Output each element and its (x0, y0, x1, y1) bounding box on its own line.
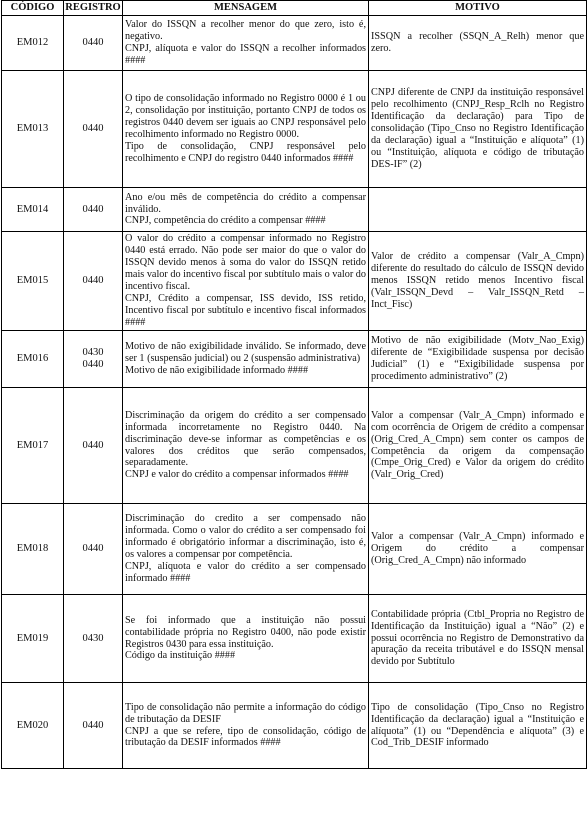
register-number: 0440 (82, 203, 104, 215)
table-row (2, 388, 587, 504)
error-code: EM012 (2, 16, 64, 71)
message-paragraph: Código da instituição #### (125, 650, 236, 662)
message-cell (123, 595, 369, 683)
reason-text: Valor a compensar (Valr_A_Cmpn) informado e com ocorrência de Origem de crédito a compensar (Orig_Cred_A_Cmpn) sem conter os campos de Competência da origem da compensação (Cmpe_Orig_Cred) e Valor da origem do crédito (Valr_Orig_Cred) (371, 409, 584, 481)
error-codes-table (1, 0, 587, 769)
message-paragraph: CNPJ, competência do crédito a compensar #### (125, 215, 326, 227)
reason-cell (369, 71, 587, 188)
table-row (2, 504, 587, 595)
table-row (2, 232, 587, 331)
error-code: EM014 (2, 188, 64, 232)
reason-text: Valor a compensar (Valr_A_Cmpn) informado e Origem do crédito a compensar (Orig_Cred_A_Cmpn) não informado (371, 531, 584, 566)
message-cell (123, 188, 369, 232)
reason-cell (369, 683, 587, 769)
reason-cell (369, 504, 587, 595)
register-number: 0440 (82, 37, 104, 49)
register-cell (64, 232, 123, 331)
header-message: MENSAGEM (123, 1, 369, 16)
error-code: EM015 (2, 232, 64, 331)
register-number: 0440 (82, 275, 104, 287)
message-cell (123, 504, 369, 595)
register-cell (64, 71, 123, 188)
register-cell (64, 16, 123, 71)
message-cell (123, 232, 369, 331)
register-cell (64, 188, 123, 232)
table-row (2, 188, 587, 232)
register-number: 0440 (82, 719, 104, 731)
message-paragraph: O valor do crédito a compensar informado no Registro 0440 está errado. Não pode ser maior do que o valor do ISSQN devido menos à soma do valor do ISSQN retido mais valor do incentivo fiscal por subtítulo mais o valor do incentivo fiscal. (125, 233, 366, 292)
message-paragraph: Motivo de não exigibilidade informado #### (125, 364, 309, 376)
register-cell (64, 504, 123, 595)
reason-cell (369, 388, 587, 504)
header-reason: MOTIVO (369, 1, 587, 16)
message-paragraph: Ano e/ou mês de competência do crédito a compensar inválido. (125, 191, 366, 215)
message-paragraph: CNPJ, alíquota e valor do crédito a ser compensado informado #### (125, 560, 366, 584)
table-row (2, 683, 587, 769)
table-row (2, 71, 587, 188)
message-paragraph: CNPJ e valor do crédito a compensar informados #### (125, 469, 349, 481)
reason-cell (369, 331, 587, 388)
header-register: REGISTRO (64, 1, 123, 16)
register-cell (64, 331, 123, 388)
reason-text: CNPJ diferente de CNPJ da instituição responsável pelo recolhimento (CNPJ_Resp_Rclh no Registro Identificação da declaração) para Tipo de consolidação (Tipo_Cnso no Registro Identificação da declaração) igual a “Instituição e alíquota” (1) ou “Instituição, alíquota e código de tributação DES-IF” (2) (371, 87, 584, 170)
table-row (2, 331, 587, 388)
register-number: 0430 (82, 632, 104, 644)
message-paragraph: CNPJ, Crédito a compensar, ISS devido, ISS retido, Incentivo fiscal por subtítulo e incentivo fiscal informados #### (125, 292, 366, 328)
message-paragraph: Valor do ISSQN a recolher menor do que zero, isto é, negativo. (125, 19, 366, 43)
register-cell (64, 683, 123, 769)
error-code: EM018 (2, 504, 64, 595)
register-number: 0440 (82, 439, 104, 451)
message-cell (123, 388, 369, 504)
header-code: CÓDIGO (2, 1, 64, 16)
error-code: EM020 (2, 683, 64, 769)
register-number: 0440 (82, 543, 104, 555)
message-paragraph: Discriminação da origem do crédito a ser compensado informada incorretamente no Registro 0440. Na discriminação deve-se informar as competências e os valores dos créditos que serão compensados, separadamente. (125, 409, 366, 469)
message-paragraph: Tipo de consolidação não permite a informação do código de tributação da DESIF (125, 701, 366, 725)
reason-text: Valor de crédito a compensar (Valr_A_Cmpn) diferente do resultado do cálculo de ISSQN devido menos ISSQN retido menos Incentivo fiscal (Valr_ISSQN_Devd – Valr_ISSQN_Retd – Inct_Fisc) (371, 251, 584, 310)
table-header-row (2, 1, 587, 16)
message-paragraph: Se foi informado que a instituição não possui contabilidade própria no Registro 0400, não pode existir Registros 0430 para essa instituição. (125, 614, 366, 650)
register-number: 0430 (82, 347, 104, 359)
reason-cell (369, 595, 587, 683)
register-number: 0440 (82, 359, 104, 370)
reason-text: Contabilidade própria (Ctbl_Propria no Registro de Identificação da Instituição) igual a “Não” (2) e possui ocorrência no Registro de Demonstrativo da apuração da receita tributável e do ISSQN mensal devido por Subtítulo (371, 608, 584, 668)
table-row (2, 16, 587, 71)
reason-cell (369, 16, 587, 71)
message-cell (123, 331, 369, 388)
message-paragraph: CNPJ a que se refere, tipo de consolidação, código de tributação da DESIF informados #### (125, 725, 366, 749)
register-cell (64, 388, 123, 504)
message-cell (123, 683, 369, 769)
reason-text: Motivo de não exigibilidade (Motv_Nao_Exig) diferente de “Exigibilidade suspensa por decisão Judicial” (1) e “Exigibilidade suspensa por procedimento administrativo” (2) (371, 335, 584, 382)
reason-text: Tipo de consolidação (Tipo_Cnso no Registro Identificação da declaração) igual a “Instituição e alíquota” (1) ou “Dependência e alíquota” (3) e Cod_Trib_DESIF informado (371, 701, 584, 749)
message-paragraph: Motivo de não exigibilidade inválido. Se informado, deve ser 1 (suspensão judicial) ou 2 (suspensão administrativa) (125, 341, 366, 365)
message-cell (123, 16, 369, 71)
register-number: 0440 (82, 123, 104, 135)
document-page (1, 0, 586, 769)
reason-cell (369, 232, 587, 331)
message-paragraph: Tipo de consolidação, CNPJ responsável pelo recolhimento e CNPJ do registro 0440 informados #### (125, 140, 366, 164)
message-cell (123, 71, 369, 188)
error-code: EM016 (2, 331, 64, 388)
error-code: EM017 (2, 388, 64, 504)
error-code: EM013 (2, 71, 64, 188)
message-paragraph: Discriminação do credito a ser compensado não informada. Como o valor do crédito a ser compensado foi informado é obrigatório informar a discriminação, isto é, os valores a compensar por competência. (125, 513, 366, 560)
message-paragraph: CNPJ, alíquota e valor do ISSQN a recolher informados #### (125, 43, 366, 66)
register-cell (64, 595, 123, 683)
reason-text: ISSQN a recolher (SSQN_A_Relh) menor que zero. (371, 31, 584, 54)
reason-cell (369, 188, 587, 232)
table-row (2, 595, 587, 683)
message-paragraph: O tipo de consolidação informado no Registro 0000 é 1 ou 2, consolidação por instituição, portanto CNPJ de todos os registros 0440 devem ser iguais ao CNPJ responsável pelo recolhimento informado no Registro 0000. (125, 93, 366, 140)
error-code: EM019 (2, 595, 64, 683)
